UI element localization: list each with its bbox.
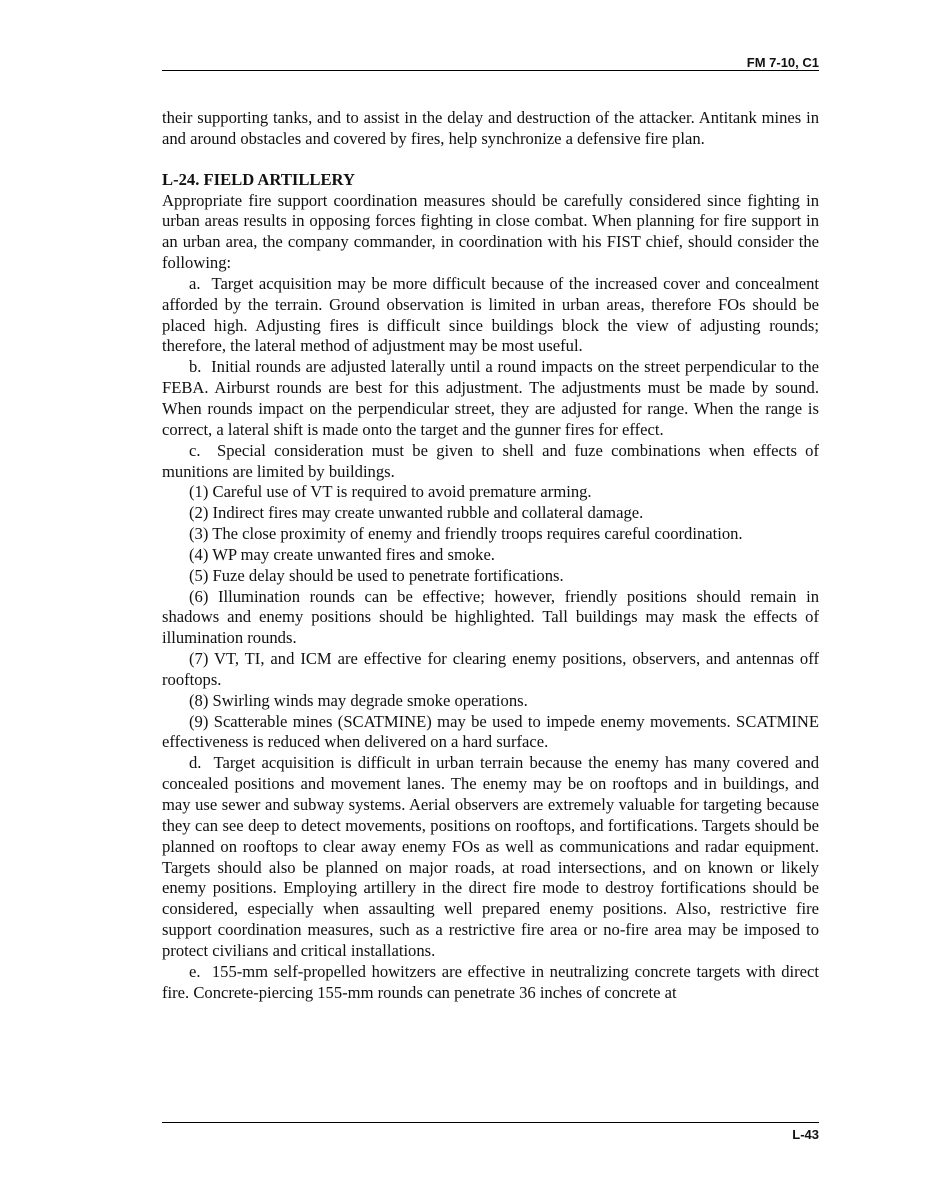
list-item: (4) WP may create unwanted fires and smoke. <box>189 544 495 564</box>
paragraph-a: a. Target acquisition may be more difficult because of the increased cover and concealment afforded by the terrain. Ground observation is limited in urban areas, therefore FOs should be placed high. Adjusting fires is difficult since buildings block the view of adjusting rounds; therefore, the lateral method of adjustment may be most useful. <box>162 273 819 356</box>
paragraph-e: e. 155-mm self-propelled howitzers are effective in neutralizing concrete targets with direct fire. Concrete-piercing 155-mm rounds can penetrate 36 inches of concrete at <box>162 961 819 1002</box>
list-item: (6) Illumination rounds can be effective; however, friendly positions should remain in shadows and enemy positions should be highlighted. Tall buildings may mask the effects of illumination rounds. <box>162 586 819 648</box>
list-item: (3) The close proximity of enemy and friendly troops requires careful coordination. <box>189 524 743 544</box>
list-item: (5) Fuze delay should be used to penetrate fortifications. <box>189 565 564 585</box>
running-header: FM 7-10, C1 <box>746 55 819 70</box>
paragraph-d: d. Target acquisition is difficult in urban terrain because the enemy has many covered and concealed positions and movement lanes. The enemy may be on rooftops and in buildings, and may use sewer and subway systems. Aerial observers are extremely valuable for targeting because they can see deep to detect movements, positions on rooftops, and fortifications. Targets should be planned on rooftops to clear away enemy FOs as well as communications and radar equipment. Targets should also be planned on major roads, at road intersections, and on known or likely enemy positions. Employing artillery in the direct fire mode to destroy fortifications should be considered, especially when assaulting well prepared enemy positions. Also, restrictive fire support coordination measures, such as a restrictive fire area or no-fire area may be imposed to protect civilians and critical installations. <box>162 753 819 960</box>
paragraph-b: b. Initial rounds are adjusted laterally until a round impacts on the street perpendicular to the FEBA. Airburst rounds are best for this adjustment. The adjustments must be made by sound. When rounds impact on the perpendicular street, they are adjusted for range. When the range is correct, a lateral shift is made onto the target and the gunner fires for effect. <box>162 357 819 439</box>
section-heading: L-24. FIELD ARTILLERY <box>162 169 355 189</box>
list-item: (1) Careful use of VT is required to avoid premature arming. <box>189 482 592 502</box>
intro-paragraph: their supporting tanks, and to assist in the delay and destruction of the attacker. Antitank mines in and around obstacles and covered by fires, help synchronize a defensive fire plan. <box>162 108 819 148</box>
section-intro: Appropriate fire support coordination measures should be carefully considered since fighting in urban areas results in opposing forces fighting in close combat. When planning for fire support in an urban area, the company commander, in coordination with his FIST chief, should consider the following: <box>162 190 819 273</box>
spacer <box>162 150 819 170</box>
footer-rule <box>162 1122 819 1123</box>
list-item: (8) Swirling winds may degrade smoke operations. <box>189 690 528 710</box>
page-number: L-43 <box>792 1127 819 1142</box>
header-rule <box>162 70 819 71</box>
list-item: (7) VT, TI, and ICM are effective for clearing enemy positions, observers, and antennas off rooftops. <box>162 649 819 689</box>
page-body <box>162 108 819 1003</box>
list-item: (2) Indirect fires may create unwanted rubble and collateral damage. <box>189 503 644 523</box>
list-item: (9) Scatterable mines (SCATMINE) may be used to impede enemy movements. SCATMINE effectiveness is reduced when delivered on a hard surface. <box>162 711 819 752</box>
paragraph-c: c. Special consideration must be given to shell and fuze combinations when effects of munitions are limited by buildings. <box>162 440 819 481</box>
